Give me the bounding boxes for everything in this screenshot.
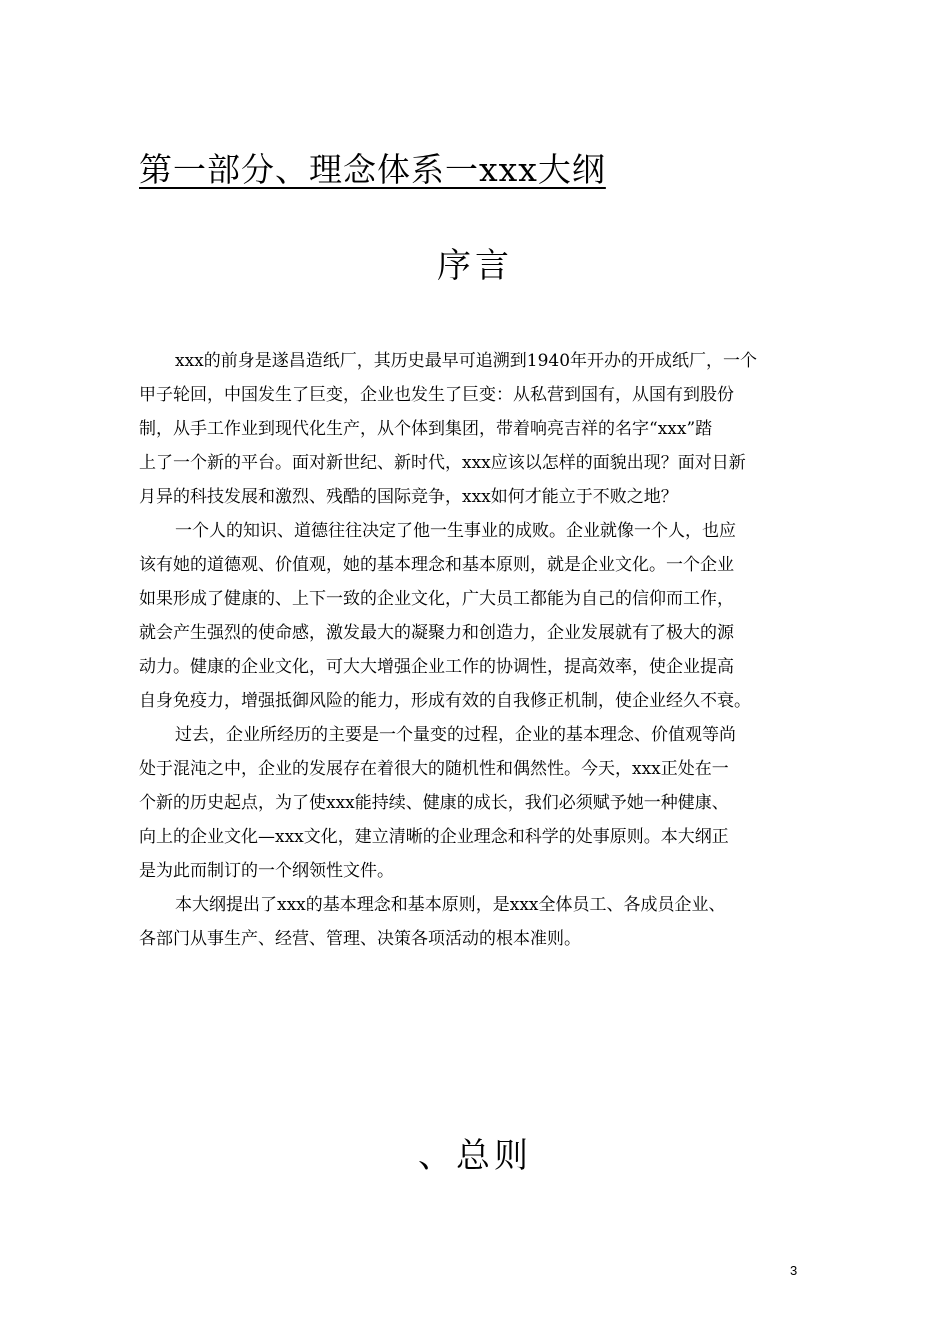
text-line: 向上的企业文化—xxx文化，建立清晰的企业理念和科学的处事原则。本大纲正 [139,827,729,847]
text-line: 如果形成了健康的、上下一致的企业文化，广大员工都能为自己的信仰而工作， [139,589,734,609]
text-line: 一个人的知识、道德往往决定了他一生事业的成败。企业就像一个人，也应 [175,521,736,541]
text-line: 本大纲提出了xxx的基本理念和基本原则，是xxx全体员工、各成员企业、 [175,895,726,915]
preface-title: 序言 [437,246,513,286]
text-line: 制，从手工作业到现代化生产，从个体到集团，带着响亮吉祥的名字“xxx”踏 [139,419,713,439]
text-line: 该有她的道德观、价值观，她的基本理念和基本原则，就是企业文化。一个企业 [139,555,734,575]
paragraph [139,344,819,514]
general-principles-title: 、总则 [418,1136,532,1176]
text-line: 就会产生强烈的使命感，激发最大的凝聚力和创造力，企业发展就有了极大的源 [139,623,734,643]
paragraph [139,718,819,888]
body-text [139,344,819,956]
text-line: 上了一个新的平台。面对新世纪、新时代，xxx应该以怎样的面貌出现？面对日新 [139,453,746,473]
text-line: 个新的历史起点，为了使xxx能持续、健康的成长，我们必须赋予她一种健康、 [139,793,729,813]
main-title: 第一部分、理念体系一xxx大纲 [139,150,606,189]
page-number: 3 [790,1263,798,1278]
text-line: 自身免疫力，增强抵御风险的能力，形成有效的自我修正机制，使企业经久不衰。 [139,691,751,711]
text-line: 过去，企业所经历的主要是一个量变的过程，企业的基本理念、价值观等尚 [175,725,736,745]
text-line: 月异的科技发展和激烈、残酷的国际竞争，xxx如何才能立于不败之地？ [139,487,678,507]
paragraph [139,514,819,718]
text-line: 各部门从事生产、经营、管理、决策各项活动的根本准则。 [139,929,581,949]
text-line: 是为此而制订的一个纲领性文件。 [139,861,394,881]
text-line: 处于混沌之中，企业的发展存在着很大的随机性和偶然性。今天，xxx正处在一 [139,759,729,779]
text-line: 甲子轮回，中国发生了巨变，企业也发生了巨变：从私营到国有，从国有到股份 [139,385,734,405]
text-line: xxx的前身是遂昌造纸厂，其历史最早可追溯到1940年开办的开成纸厂，一个 [175,351,758,371]
paragraph [139,888,819,956]
text-line: 动力。健康的企业文化，可大大增强企业工作的协调性，提高效率，使企业提高 [139,657,734,677]
